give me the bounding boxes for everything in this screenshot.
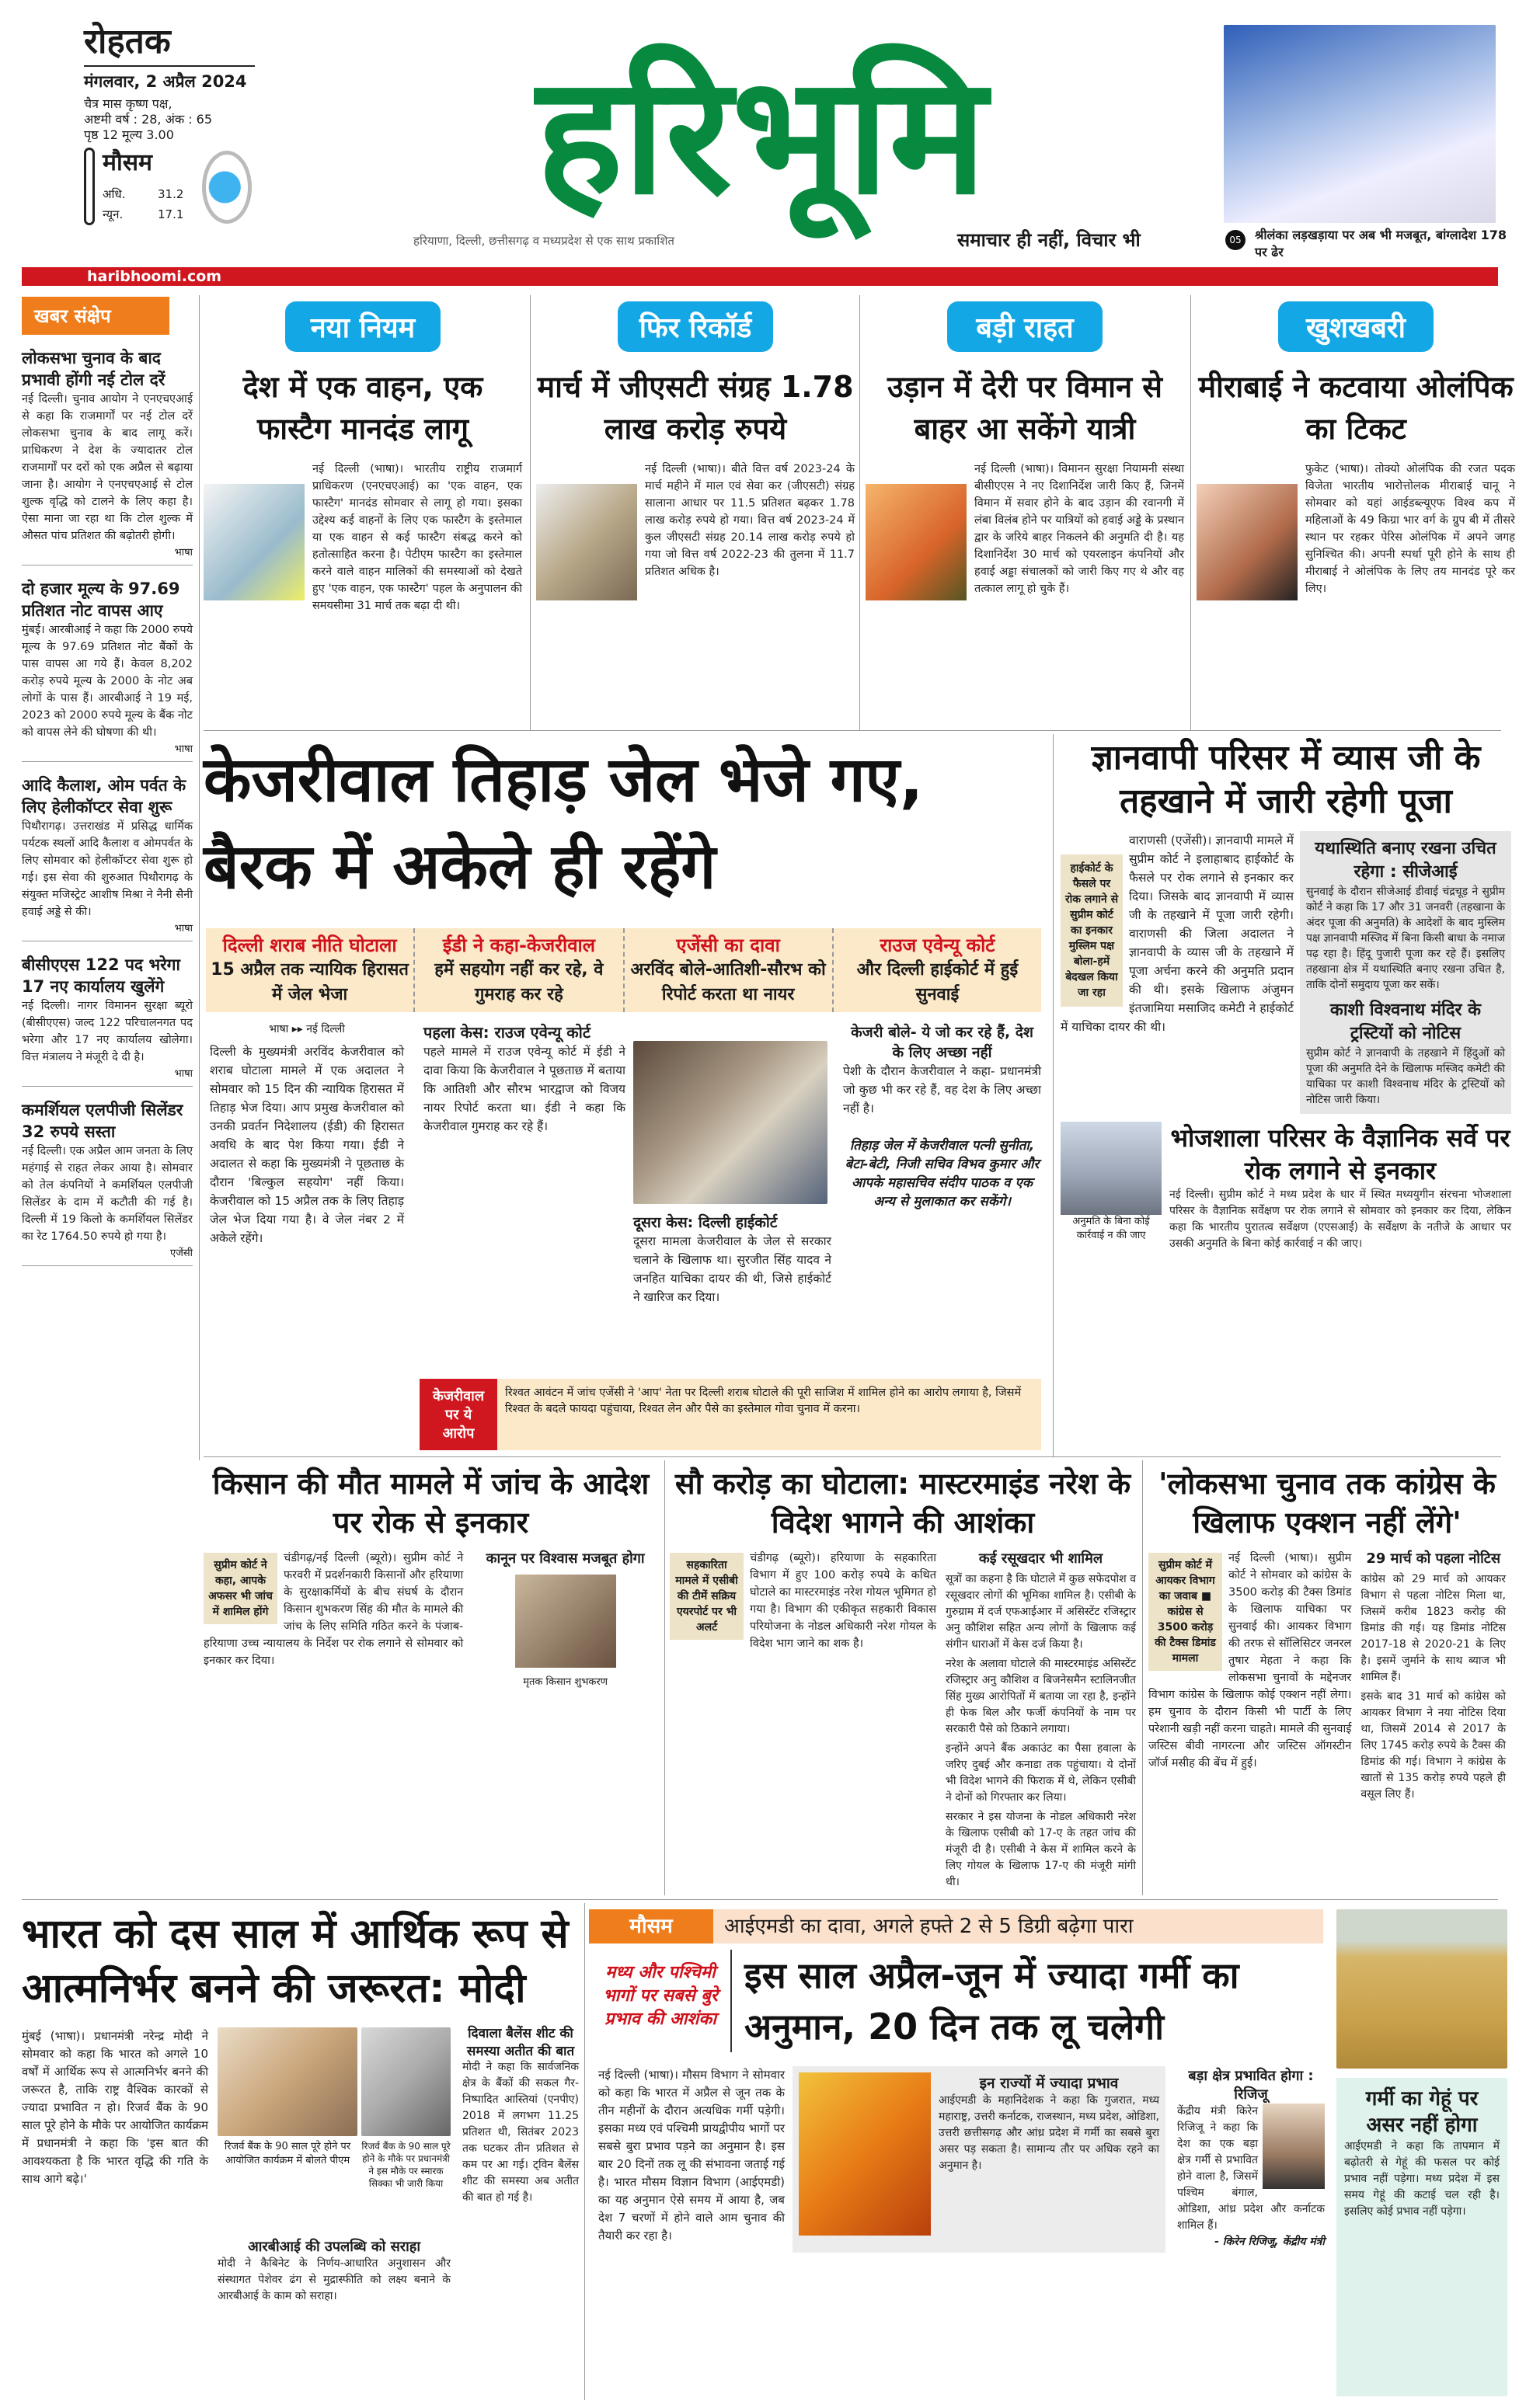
edition-city: रोहतक xyxy=(84,22,255,67)
thermometer-icon xyxy=(84,148,95,225)
rijiju-photo xyxy=(1263,2104,1325,2189)
strip-kicker: राउज एवेन्यू कोर्ट xyxy=(880,934,995,956)
kejriwal-photo xyxy=(633,1041,827,1204)
photo-caption: मृतक किसान शुभकरण xyxy=(523,1676,608,1688)
cji-body: सुनवाई के दौरान सीजेआई डीवाई चंद्रचूड़ ने सुप्रीम कोर्ट ने कहा कि 17 और 31 जनवरी (तहखाना के अंदर पूजा की अनुमति) के आदेशों के बाद मुस्लिम पक्ष ज्ञानवापी मस्जिद में बिना किसी बाधा के नमाज पढ़ रहा है। हिंदू पुजारी पूजा कर रहे हैं। इसलिए तहखाना क्षेत्र में यथास्थिति बनाए रखना उचित है, ताकि दोनों समुदाय पूजा कर सकें। xyxy=(1306,886,1505,991)
cloud-icon xyxy=(202,151,252,224)
farmer-photo xyxy=(515,1575,616,1668)
bhojshala-photo-column xyxy=(1061,1122,1162,1243)
row3-side xyxy=(472,1550,658,1688)
story-headline[interactable]: मीराबाई ने कटवाया ओलंपिक का टिकट xyxy=(1198,370,1514,446)
case1-body: पहले मामले में राउज एवेन्यू कोर्ट में ईडी ने दावा किया कि केजरीवाल ने पूछताछ में बताया कि आतिशी और सौरभ भारद्वाज को विजय नायर रिपोर्ट करता था। ईडी ने कहा कि केजरीवाल गुमराह कर रहे हैं। xyxy=(423,1045,625,1133)
bhojshala-caption: अनुमति के बिना कोई कार्रवाई न की जाए xyxy=(1072,1216,1150,1241)
newspaper-logo: हरिभूमि xyxy=(536,40,987,231)
weather-label: मौसम xyxy=(103,149,152,176)
weather-kicker-text: मध्य और पश्चिमी भागों पर सबसे बुरे प्रभाव की आशंका xyxy=(603,1963,718,2029)
case2-body: दूसरा मामला केजरीवाल के जेल से सरकार चलाने के खिलाफ था। सुरजीत सिंह यादव ने जनहित याचिका दायर की थी, जिसे हाईकोर्ट ने खारिज कर दिया। xyxy=(633,1234,831,1304)
states-box xyxy=(793,2066,1165,2253)
row3-side-title: कई रसूखदार भी शामिल xyxy=(978,1550,1103,1567)
lead-quote xyxy=(843,1021,1041,1211)
gyanvapi-body: वाराणसी (एजेंसी)। ज्ञानवापी मामले में सुप्रीम कोर्ट ने इलाहाबाद हाईकोर्ट के फैसले पर रोक लगाने से इनकार कर दिया। जिसके बाद ज्ञानवापी में व्यास जी के तहखाने में पूजा जारी रहेगी। वाराणसी की जिला अदालत ने ज्ञानवापी के व्यास जी के तहखाने में पूजा अर्चना करने की अनुमति प्रदान की थी। इसके खिलाफ अंजुमन इंतजामिया मसाजिद कमेटी ने हाईकोर्ट में याचिका दायर की थी। xyxy=(1061,833,1294,1034)
quote-body: पेशी के दौरान केजरीवाल ने कहा- प्रधानमंत्री जो कुछ भी कर रहे हैं, वह देश के लिए अच्छा नहीं है। xyxy=(843,1064,1041,1115)
lead-headline[interactable]: केजरीवाल तिहाड़ जेल भेजे गए, बैरक में अकेले ही रहेंगे xyxy=(204,743,924,903)
story-headline[interactable]: देश में एक वाहन, एक फास्टैग मानदंड लागू xyxy=(242,370,483,446)
story-body: फुकेट (भाषा)। तोक्यो ओलंपिक की रजत पदक विजेता भारतीय भारोत्तोलक मीराबाई चानू ने सोमवार को यहां आईडब्ल्यूएफ विश्व कप में महिलाओं के 49 किग्रा भार वर्ग के ग्रुप बी में तीसरे स्थान पर रहकर पेरिस ओलंपिक में अपने जगह सुनिश्चित की। अपनी स्पर्धा पूरी होने के साथ ही मीराबाई ने ओलंपिक के लिए तय मानदंड पूरे कर लिए। xyxy=(1305,463,1515,595)
brief-item xyxy=(22,1099,193,1266)
brief-title[interactable]: कमर्शियल एलपीजी सिलेंडर 32 रुपये सस्ता xyxy=(22,1101,183,1141)
rijiju-body: केंद्रीय मंत्री किरेन रिजिजू ने कहा कि देश का एक बड़ा क्षेत्र गर्मी से प्रभावित होने वाला है, जिसमें पश्चिम बंगाल, ओडिशा, आंध्र प्रदेश और कर्नाटक शामिल हैं। xyxy=(1177,2105,1325,2232)
row3-box: सहकारिता मामले में एसीबी की टीमें सक्रिय एयरपोर्ट पर भी अलर्ट xyxy=(670,1553,744,1640)
min-temp: 17.1 xyxy=(158,207,184,221)
weather-strip xyxy=(589,1909,1323,1943)
brief-title[interactable]: लोकसभा चुनाव के बाद प्रभावी होंगी नई टोल दरें xyxy=(22,349,165,389)
bullet-item: सूत्रों का कहना है कि घोटाले में कुछ सफेदपोश व रसूखदार लोगों की भूमिका शामिल है। एसीबी के गुरुग्राम में दर्ज एफआईआर में असिस्टेंट रजिस्ट्रार अनु कौशिश सहित अन्य लोगों के खिलाफ कई संगीन धाराओं में केस दर्ज किया है। xyxy=(946,1573,1136,1651)
brief-source: भाषा xyxy=(174,547,193,559)
story-tag: खुशखबरी xyxy=(1278,301,1434,352)
allegation-label: केजरीवाल पर ये आरोप xyxy=(420,1379,497,1450)
row3-main xyxy=(204,1550,463,1688)
lead-dateline: भाषा ▸▸ नई दिल्ली xyxy=(269,1023,345,1035)
gyanvapi-sidebox: हाईकोर्ट के फैसले पर रोक लगाने से सुप्रीम कोर्ट का इनकार मुस्लिम पक्ष बोला-हमें बेदखल किया जा रहा xyxy=(1061,854,1123,1007)
heat-headline[interactable]: इस साल अप्रैल-जून में ज्यादा गर्मी का अनुमान, 20 दिन तक लू चलेगी xyxy=(730,1950,1321,2052)
row3-main xyxy=(1148,1550,1351,1803)
story-photo xyxy=(204,484,305,600)
brief-source: भाषा xyxy=(174,743,193,755)
story-tag: फिर रिकॉर्ड xyxy=(618,301,773,352)
weather-section-label: मौसम xyxy=(589,1909,713,1943)
row3-story xyxy=(670,1464,1136,1891)
bullet-item: इसके बाद 31 मार्च को कांग्रेस को आयकर विभाग ने नया नोटिस दिया था, जिसमें 2014 से 2017 के लिए 1745 करोड़ रुपये के टैक्स की डिमांड की गई। विभाग ने कांग्रेस के खातों से 135 करोड़ रुपये पहले ही वसूल लिए हैं। xyxy=(1360,1690,1506,1801)
modi-body: मुंबई (भाषा)। प्रधानमंत्री नरेन्द्र मोदी ने सोमवार को कहा कि भारत को अगले 10 वर्षों में आर्थिक रूप से आत्मनिर्भर बनने की जरूरत है, ताकि राष्ट्र वैश्विक कारकों से ज्यादा प्रभावित न हो। रिजर्व बैंक के 90 साल पूरे होने के मौके पर आयोजित कार्यक्रम में प्रधानमंत्री ने कहा कि 'इस बात की आवश्यकता है कि भारत वृद्धि की गति के साथ आगे बढ़े।' xyxy=(22,2029,208,2186)
row3-box: सुप्रीम कोर्ट ने कहा, आपके अफसर भी जांच में शामिल होंगे xyxy=(204,1553,277,1624)
modi-headline[interactable]: भारत को दस साल में आर्थिक रूप से आत्मनिर्भर बनने की जरूरत: मोदी xyxy=(22,1911,569,2012)
lead-strip-item xyxy=(832,928,1041,1012)
kashi-title: काशी विश्वनाथ मंदिर के ट्रस्टियों को नोटिस xyxy=(1329,1000,1482,1043)
story-photo xyxy=(1197,484,1298,600)
states-body: आईएमडी के महानिदेशक ने कहा कि गुजरात, मध्य महाराष्ट्र, उत्तरी कर्नाटक, राजस्थान, मध्य प्रदेश, ओडिशा, उत्तरी छत्तीसगढ़ और आंध्र प्रदेश में गर्मी का सबसे बुरा असर पड़ सकता है। सामान्य तौर पर अधिक रहने का अनुमान है। xyxy=(939,2094,1159,2172)
brief-column xyxy=(22,297,193,1266)
lead-strip xyxy=(206,928,1041,1012)
strip-text: और दिल्ली हाईकोर्ट में हुई सुनवाई xyxy=(856,960,1019,1004)
gyanvapi-headline[interactable]: ज्ञानवापी परिसर में व्यास जी के तहखाने में जारी रहेगी पूजा xyxy=(1091,738,1481,821)
brief-body: नई दिल्ली। चुनाव आयोग ने एनएचएआई से कहा कि राजमार्गों पर नई टोल दरें लोकसभा चुनाव के बाद लागू करें। प्राधिकरण ने देश के ज्यादातर टोल राजमार्गों पर दरों को एक अप्रैल से बढ़ाया जाना है। आयोग ने एनएचएआई से टोल शुल्क वृद्धि को टालने के लिए कहा है। ऐसा माना जा रहा था कि टोल शुल्क में औसत पांच प्रतिशत की बढ़ोतरी होगी। xyxy=(22,393,193,542)
story-headline[interactable]: मार्च में जीएसटी संग्रह 1.78 लाख करोड़ रुपये xyxy=(537,370,854,446)
npa-body: मोदी ने कहा कि सार्वजनिक क्षेत्र के बैंकों की सकल गैर-निष्पादित आस्तियां (एनपीए) 2018 में लगभग 11.25 प्रतिशत थी, सितंबर 2023 तक घटकर तीन प्रतिशत से कम पर आ गई। ट्विन बैलेंस शीट की समस्या अब अतीत की बात हो गई है। xyxy=(462,2061,579,2204)
strip-kicker: एजेंसी का दावा xyxy=(676,934,780,956)
brief-label: खबर संक्षेप xyxy=(22,297,169,335)
gyanvapi-story xyxy=(1061,831,1294,1036)
rbi-achievement-title: आरबीआई की उपलब्धि को सराहा xyxy=(247,2239,421,2255)
wheat-title: गर्मी का गेहूं पर असर नहीं होगा xyxy=(1365,2087,1479,2137)
kashi-body: सुप्रीम कोर्ट ने ज्ञानवापी के तहखाने में हिंदुओं को पूजा की अनुमति देने के खिलाफ मस्जिद कमेटी की याचिका पर काशी विश्वनाथ मंदिर के ट्रस्टियों को नोटिस जारी किया। xyxy=(1306,1047,1505,1106)
row3-columns xyxy=(204,1550,658,1688)
row3-main xyxy=(670,1550,936,1891)
top-story xyxy=(204,301,522,614)
brief-item xyxy=(22,578,193,762)
row3-story xyxy=(1148,1464,1506,1803)
quote-title: केजरी बोले- ये जो कर रहे हैं, देश के लिए अच्छा नहीं xyxy=(851,1024,1033,1061)
brief-title[interactable]: आदि कैलाश, ओम पर्वत के लिए हेलीकॉप्टर सेवा शुरू xyxy=(22,776,186,816)
allegation-box xyxy=(420,1379,1041,1450)
brief-item xyxy=(22,774,193,941)
wheat-box xyxy=(1336,2078,1507,2396)
supreme-court-photo xyxy=(1061,1122,1162,1215)
brief-body: नई दिल्ली। एक अप्रैल आम जनता के लिए महंगाई से राहत लेकर आया है। सोमवार को तेल कंपनियों ने कमर्शियल एलपीजी सिलेंडर के दाम में कटौती की गई है। दिल्ली में 19 किलो के कमर्शियल सिलेंडर का रेट 1764.50 रुपये हो गया है। xyxy=(22,1145,193,1243)
teaser-headline[interactable]: श्रीलंका लड़खड़ाया पर अब भी मजबूत, बांग्लादेश 178 पर ढेर xyxy=(1255,228,1507,259)
right-column xyxy=(1061,736,1511,1252)
case1-title: पहला केस: राउज एवेन्यू कोर्ट xyxy=(423,1023,591,1042)
bhojshala-story xyxy=(1169,1122,1511,1252)
strip-text: 15 अप्रैल तक न्यायिक हिरासत में जेल भेजा xyxy=(211,960,409,1004)
wheat-body: आईएमडी ने कहा कि तापमान में बढ़ोतरी से गेहूं की फसल पर कोई प्रभाव नहीं पड़ेगा। मध्य प्रदेश में इस समय गेहूं की कटाई चल रही है। इसलिए कोई प्रभाव नहीं पड़ेगा। xyxy=(1344,2140,1500,2218)
story-photo xyxy=(536,484,637,600)
brief-body: पिथौरागढ़। उत्तराखंड में प्रसिद्ध धार्मिक पर्यटक स्थलों आदि कैलाश व ओमपर्वत के लिए सोमवार को हेलीकॉप्टर सेवा शुरू हो गई। इस सेवा की शुरुआत पिथौरागढ़ के संयुक्त मजिस्ट्रेट आशीष मिश्रा ने नैनी सैनी हवाई अड्डे से की। xyxy=(22,820,193,918)
row3-headline[interactable]: किसान की मौत मामले में जांच के आदेश पर रोक से इनकार xyxy=(212,1467,650,1540)
gyanvapi-row xyxy=(1061,831,1511,1114)
row3-side xyxy=(1360,1550,1506,1803)
heat-photo xyxy=(799,2072,931,2236)
story-tag: नया नियम xyxy=(285,301,441,352)
story-photo xyxy=(866,484,967,600)
brief-body: नई दिल्ली। नागर विमानन सुरक्षा ब्यूरो (बीसीएएस) जल्द 122 परिचालनगत पद भरेगा और 17 नए कार्यालय खोलेगा। वित्त मंत्रालय ने मंजूरी दे दी है। xyxy=(22,1000,193,1063)
lead-main-column xyxy=(210,1021,404,1247)
row3-side-title: कानून पर विश्वास मजबूत होगा xyxy=(486,1550,645,1567)
weather-strip-text[interactable]: आईएमडी का दावा, अगले हफ्ते 2 से 5 डिग्री बढ़ेगा पारा xyxy=(724,1915,1134,1938)
issue-date: मंगलवार, 2 अप्रैल 2024 xyxy=(84,72,247,91)
cji-title: यथास्थिति बनाए रखना उचित रहेगा : सीजेआई xyxy=(1315,839,1496,882)
max-temp: 31.2 xyxy=(158,187,184,201)
bhojshala-body: नई दिल्ली। सुप्रीम कोर्ट ने मध्य प्रदेश के धार में स्थित मध्ययुगीन संरचना भोजशाला परिसर के वैज्ञानिक सर्वेक्षण पर रोक लगाने से सोमवार को इनकार कर दिया, लेकिन कहा कि भारतीय पुरातत्व सर्वेक्षण (एएसआई) के सर्वेक्षण के नतीजे के आधार पर उसकी अनुमति के बिना कोई कार्रवाई न की जाए। xyxy=(1169,1188,1511,1250)
rbi-governor-photo xyxy=(361,2027,451,2136)
lead-case1 xyxy=(423,1021,625,1136)
bhojshala-row xyxy=(1061,1122,1511,1252)
brief-title[interactable]: बीसीएएस 122 पद भरेगा 17 नए कार्यालय खुलेंगे xyxy=(22,955,180,996)
bullet-item: कांग्रेस को 29 मार्च को आयकर विभाग से पहला नोटिस मिला था, जिसमें करीब 1823 करोड़ की डिमांड की गई। यह डिमांड नोटिस 2017-18 से 2020-21 के लिए है। इसमें जुर्माने के साथ ब्याज भी शामिल हैं। xyxy=(1360,1573,1506,1683)
pages-price: पृष्ठ 12 मूल्य 3.00 xyxy=(84,127,174,142)
tithi: चैत्र मास कृष्ण पक्ष, xyxy=(84,96,172,111)
lead-case2 xyxy=(633,1212,831,1307)
row3-side-title: 29 मार्च को पहला नोटिस xyxy=(1366,1550,1500,1567)
strip-kicker: ईडी ने कहा-केजरीवाल xyxy=(442,934,596,956)
weather-kicker xyxy=(598,1961,723,2031)
published-from: हरियाणा, दिल्ली, छत्तीसगढ़ व मध्यप्रदेश से एक साथ प्रकाशित xyxy=(413,234,674,248)
bullet-item: सरकार ने इस योजना के नोडल अधिकारी नरेश के खिलाफ एसीबी को 17-ए के तहत जांच की मंजूरी दी है। एसीबी ने केस में शामिल करने के लिए गोयल के खिलाफ 17-ए की मंजूरी मांगी थी। xyxy=(946,1811,1136,1888)
story-headline[interactable]: उड़ान में देरी पर विमान से बाहर आ सकेंगे यात्री xyxy=(887,370,1162,446)
brief-source: भाषा xyxy=(174,923,193,934)
issue-number: अष्टमी वर्ष : 28, अंक : 65 xyxy=(84,112,213,127)
min-temp-label: न्यून. xyxy=(103,207,124,221)
teaser-page-number: 05 xyxy=(1225,230,1246,250)
row3-body: चंडीगढ़ (ब्यूरो)। हरियाणा के सहकारिता विभाग में हुए 100 करोड़ रुपये के कथित घोटाले का मास्टरमाइंड नरेश गोयल भूमिगत हो गया है। विभाग की एकीकृत सहकारी विकास परियोजना के नोडल अधिकारी नरेश गोयल के विदेश भाग जाने का शक है। xyxy=(750,1552,936,1650)
masthead-left xyxy=(84,22,255,228)
brief-item xyxy=(22,954,193,1087)
rbi-achievement-body: मोदी ने कैबिनेट के निर्णय-आधारित अनुशासन और संस्थागत पेशेवर ढंग से मुद्रास्फीति को लक्ष्य बनाने के आरबीआई के काम को सराहा। xyxy=(218,2257,451,2302)
row3-body: नई दिल्ली (भाषा)। सुप्रीम कोर्ट ने सोमवार को कांग्रेस के 3500 करोड़ की टैक्स डिमांड के खिलाफ याचिका पर सुनवाई की। आयकर विभाग की तरफ से सॉलिसिटर जनरल तुषार मेहता ने कहा कि लोकसभा चुनावों के मद्देनजर विभाग कांग्रेस के खिलाफ कोई एक्शन नहीं लेगा। हम चुनाव के दौरान किसी भी पार्टी के लिए परेशानी खड़ी नहीं करना चाहते। मामले की सुनवाई जस्टिस बीवी नागरत्ना और जस्टिस ऑगस्टीन जॉर्ज मसीह की बेंच में हुई। xyxy=(1148,1552,1352,1769)
coin-caption: रिजर्व बैंक के 90 साल पूरे होने के मौके पर प्रधानमंत्री ने इस मौके पर स्मारक सिक्का भी जारी किया xyxy=(361,2141,451,2189)
story-body: नई दिल्ली (भाषा)। भारतीय राष्ट्रीय राजमार्ग प्राधिकरण (एनएचएआई) का 'एक वाहन, एक फास्टैग' मानदंड सोमवार से लागू हो गया। इसका उद्देश्य कई वाहनों के लिए एक फास्टैग के इस्तेमाल या एक वाहन से कई फास्टैग संबद्ध करने को हतोत्साहित करना है। पेटीएम फास्टैग का इस्तेमाल करने वाले वाहन मालिकों की समस्याओं को देखते हुए 'एक वाहन, एक फास्टैग' पहल के अनुपालन की समयसीमा 31 मार्च तक बढ़ा दी थी। xyxy=(312,463,522,612)
row3-columns xyxy=(1148,1550,1506,1803)
row3-box: सुप्रीम कोर्ट में आयकर विभाग का जवाब ■ कांग्रेस से 3500 करोड़ की टैक्स डिमांड मामला xyxy=(1148,1553,1222,1671)
npa-sidebar xyxy=(462,2023,579,2206)
bullet-item: नरेश के अलावा घोटाले की मास्टरमाइंड असिस्टेंट रजिस्ट्रार अनु कौशिश व बिजनेसमैन स्टालिनजीत सिंह मुख्य आरोपितों में बताया जा रहा है, इन्होंने ही फेक बिल और फर्जी कंपनियों के नाम पर सरकारी पैसे को ठिकाने लगाया। xyxy=(946,1658,1136,1735)
story-body: नई दिल्ली (भाषा)। विमानन सुरक्षा नियामनी संस्था बीसीएएस ने नए दिशानिर्देश जारी किए हैं, जिनमें विमान में सवार होने के बाद उड़ान की रवानगी में लंबा विलंब होने पर यात्रियों को हवाई अड्डे के प्रस्थान द्वार के जरिये बाहर निकलने की अनुमति दी है। यह दिशानिर्देश 30 मार्च को एयरलाइन कंपनियों और हवाई अड्डा संचालकों को जारी किए गए थे और वह तत्काल लागू हो चुके हैं। xyxy=(974,463,1184,595)
rijiju-box xyxy=(1177,2066,1325,2249)
states-title: इन राज्यों में ज्यादा प्रभाव xyxy=(979,2075,1119,2092)
brief-source: एजेंसी xyxy=(170,1247,193,1259)
top-story xyxy=(866,301,1184,604)
lead-body: दिल्ली के मुख्यमंत्री अरविंद केजरीवाल को शराब घोटाला मामले में एक अदालत ने सोमवार को 15 दिन की न्यायिक हिरासत में तिहाड़ भेज दिया। आप प्रमुख केजरीवाल को उनकी प्रवर्तन निदेशालय (ईडी) की हिरासत अवधि के बाद पेश किया गया। ईडी ने अदालत से कहा कि मुख्यमंत्री ने पूछताछ के दौरान 'बिल्कुल सहयोग' नहीं किया। केजरीवाल को 15 अप्रैल तक के लिए तिहाड़ जेल भेज दिया गया है। वे जेल नंबर 2 में अकेले रहेंगे। xyxy=(210,1045,404,1245)
story-tag: बड़ी राहत xyxy=(947,301,1103,352)
row3-side xyxy=(946,1550,1136,1891)
rbi-achievement xyxy=(218,2237,451,2305)
brief-item xyxy=(22,347,193,565)
top-story xyxy=(1197,301,1515,604)
gyanvapi-sidebar xyxy=(1300,831,1511,1114)
row3-headline[interactable]: 'लोकसभा चुनाव तक कांग्रेस के खिलाफ एक्शन नहीं लेंगे' xyxy=(1158,1467,1496,1540)
wheat-field-photo xyxy=(1336,1909,1507,2069)
rijiju-title: बड़ा क्षेत्र प्रभावित होगा : रिजिजू xyxy=(1188,2068,1314,2103)
strip-text: अरविंद बोले-आतिशी-सौरभ को रिपोर्ट करता था नायर xyxy=(630,960,826,1004)
row3-columns xyxy=(670,1550,1136,1891)
row3-story xyxy=(204,1464,658,1688)
bhojshala-headline[interactable]: भोजशाला परिसर के वैज्ञानिक सर्वे पर रोक लगाने से इनकार xyxy=(1170,1123,1510,1185)
slogan: समाचार ही नहीं, विचार भी xyxy=(957,229,1141,251)
rijiju-sign: - किरेन रिजिजू, केंद्रीय मंत्री xyxy=(1214,2236,1325,2248)
tihar-meeting-note: तिहाड़ जेल में केजरीवाल पत्नी सुनीता, बेटा-बेटी, निजी सचिव विभव कुमार और आपके महासचिव संदीप पाठक व एक अन्य से मुलाकात कर सकेंगे। xyxy=(845,1138,1040,1209)
brief-title[interactable]: दो हजार मूल्य के 97.69 प्रतिशत नोट वापस आए xyxy=(22,579,180,620)
modi-caption: रिजर्व बैंक के 90 साल पूरे होने पर आयोजित कार्यक्रम में बोलते पीएम xyxy=(224,2141,351,2166)
lead-strip-item xyxy=(413,928,622,1012)
brief-body: मुंबई। आरबीआई ने कहा कि 2000 रुपये मूल्य के 97.69 प्रतिशत नोट बैंकों के पास वापस आ गये हैं। केवल 8,202 करोड़ रुपये मूल्य के 2000 के नोट अब लोगों के पास हैं। आरबीआई ने 19 मई, 2023 को 2000 रुपये मूल्य के बैंक नोट को वापस लेने की घोषणा की थी। xyxy=(22,624,193,739)
top-story xyxy=(536,301,855,604)
brief-source: भाषा xyxy=(174,1068,193,1080)
case2-title: दूसरा केस: दिल्ली हाईकोर्ट xyxy=(633,1214,778,1231)
strip-text: हमें सहयोग नहीं कर रहे, वे गुमराह कर रहे xyxy=(434,960,604,1004)
lead-strip-item xyxy=(206,928,413,1012)
modi-photo xyxy=(218,2027,357,2136)
bullet-item: इन्होंने अपने बैंक अकाउंट का पैसा हवाला के जरिए दुबई और कनाडा तक पहुंचाया। ये दोनों भी विदेश भागने की फिराक में थे, लेकिन एसीबी ने दोनों को गिरफ्तार कर लिया। xyxy=(946,1742,1136,1804)
strip-kicker: दिल्ली शराब नीति घोटाला xyxy=(222,934,397,956)
allegation-text: रिश्वत आवंटन में जांच एजेंसी ने 'आप' नेता पर दिल्ली शराब घोटाले की पूरी साजिश में शामिल होने का आरोप लगाया है, जिसमें रिश्वत के बदले फायदा पहुंचाया, रिश्वत लेन और पैसे का इस्तेमाल गोवा चुनाव में करना। xyxy=(505,1387,1022,1415)
story-body: नई दिल्ली (भाषा)। बीते वित्त वर्ष 2023-24 के मार्च महीने में माल एवं सेवा कर (जीएसटी) संग्रह सालाना आधार पर 11.5 प्रतिशत बढ़कर 1.78 लाख करोड़ रुपये हो गया। वित्त वर्ष 2023-24 में कुल जीएसटी संग्रह 20.14 लाख करोड़ रुपये हो गया जो वित्त वर्ष 2022-23 की तुलना में 11.7 प्रतिशत अधिक है। xyxy=(645,463,855,578)
row3-headline[interactable]: सौ करोड़ का घोटाला: मास्टरमाइंड नरेश के विदेश भागने की आशंका xyxy=(674,1467,1131,1540)
lead-strip-item xyxy=(623,928,832,1012)
row3-body: चंडीगढ़/नई दिल्ली (ब्यूरो)। सुप्रीम कोर्ट ने फरवरी में प्रदर्शनकारी किसानों और हरियाणा के सुरक्षाकर्मियों के बीच संघर्ष के दौरान किसान शुभकरण सिंह की मौत के मामले की जांच के लिए समिति गठित करने के पंजाब-हरियाणा उच्च न्यायालय के निर्देश पर रोक लगाने से सोमवार को इनकार कर दिया। xyxy=(204,1552,464,1667)
website-link[interactable]: haribhoomi.com xyxy=(87,268,222,285)
cricket-photo xyxy=(1224,25,1496,223)
max-temp-label: अधि. xyxy=(103,187,126,201)
heat-body: नई दिल्ली (भाषा)। मौसम विभाग ने सोमवार को कहा कि भारत में अप्रैल से जून तक के तीन महीनों के दौरान अत्यधिक गर्मी पड़ेगी। इसका मध्य एवं पश्चिमी प्रायद्वीपीय भागों पर सबसे बुरा प्रभाव पड़ने का अनुमान है। इस बार 20 दिनों तक लू की संभावना जताई गई है। भारत मौसम विज्ञान विभाग (आईएमडी) का यह अनुमान ऐसे समय में आया है, जब देश 7 चरणों में होने वाले आम चुनाव की तैयारी कर रहा है। xyxy=(598,2068,785,2243)
red-banner xyxy=(22,267,1498,286)
npa-title: दिवाला बैलेंस शीट की समस्या अतीत की बात xyxy=(466,2026,575,2059)
